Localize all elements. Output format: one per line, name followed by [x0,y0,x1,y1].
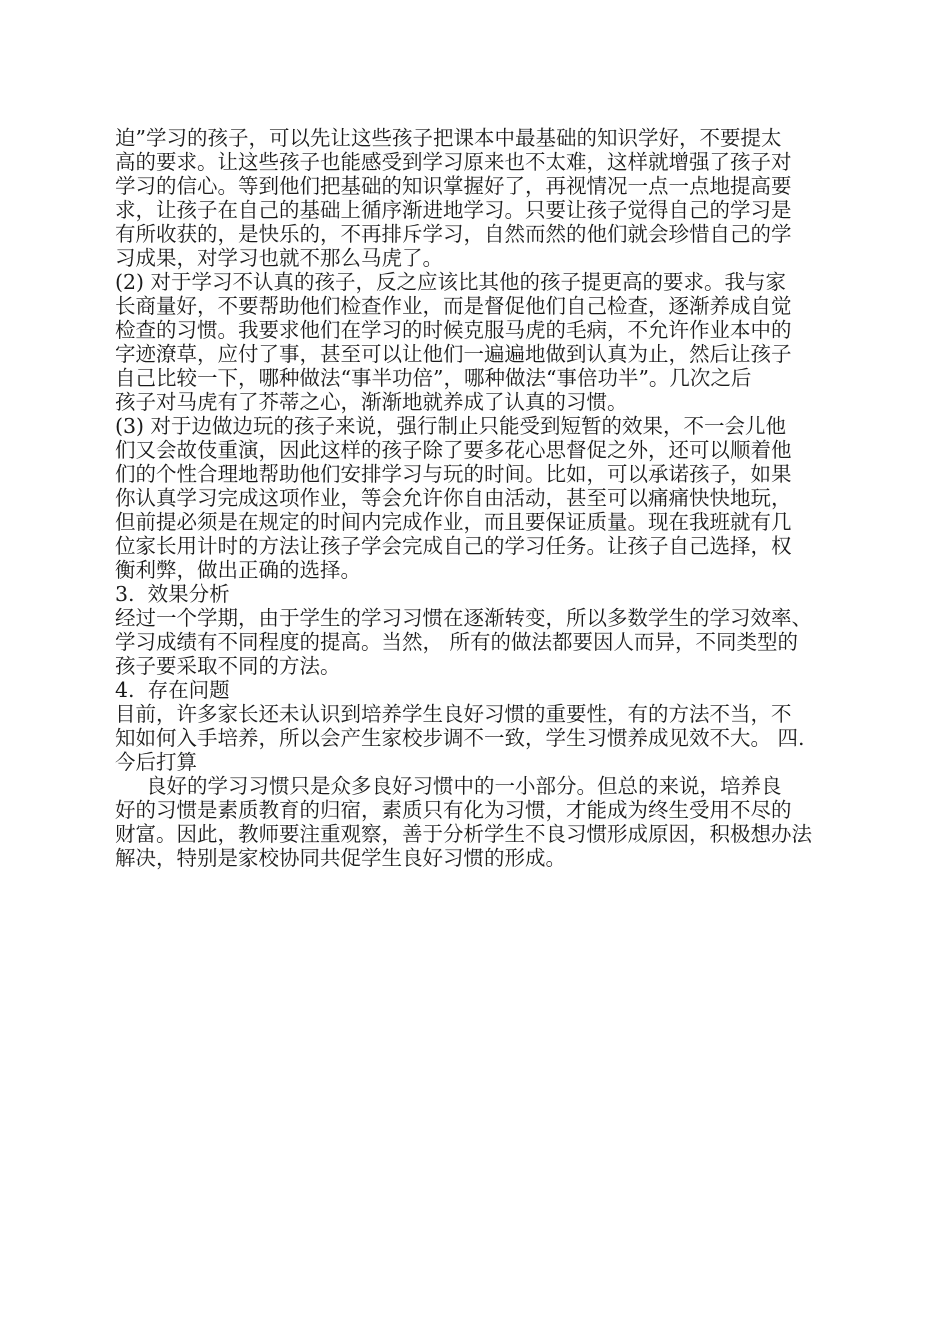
paragraph-effect [115,606,840,678]
text-line: 解决，特别是家校协同共促学生良好习惯的形成。 [115,846,566,870]
text-line: 自己比较一下，哪种做法“事半功倍”，哪种做法“事倍功半”。几次之后 [115,366,752,390]
paragraph-plan [115,774,840,870]
text-line: 长商量好，不要帮助他们检查作业，而是督促他们自己检查，逐渐养成自觉 [115,294,792,318]
text-line: 学习成绩有不同程度的提高。当然， 所有的做法都要因人而异，不同类型的 [115,630,799,654]
text-line: 有所收获的，是快乐的，不再排斥学习，自然而然的他们就会珍惜自己的学 [115,222,792,246]
text-line: 高的要求。让这些孩子也能感受到学习原来也不太难，这样就增强了孩子对 [115,150,792,174]
text-line: 但前提必须是在规定的时间内完成作业，而且要保证质量。现在我班就有几 [115,510,792,534]
text-line: (2) 对于学习不认真的孩子，反之应该比其他的孩子提更高的要求。我与家 [115,270,787,294]
section-heading-problem [115,678,840,702]
text-line: 们又会故伎重演，因此这样的孩子除了要多花心思督促之外，还可以顺着他 [115,438,792,462]
text-line: 字迹潦草，应付了事，甚至可以让他们一遍遍地做到认真为止，然后让孩子 [115,342,792,366]
text-line: 财富。因此，教师要注重观察，善于分析学生不良习惯形成原因，积极想办法 [115,822,812,846]
text-line: 经过一个学期，由于学生的学习习惯在逐渐转变，所以多数学生的学习效率、 [115,606,812,630]
paragraph-item-3 [115,414,840,582]
text-line: 目前，许多家长还未认识到培养学生良好习惯的重要性，有的方法不当，不 [115,702,792,726]
text-line: 求，让孩子在自己的基础上循序渐进地学习。只要让孩子觉得自己的学习是 [115,198,792,222]
document-page [115,126,840,870]
section-heading: 3. 效果分析 [115,582,230,606]
text-line: 衡利弊，做出正确的选择。 [115,558,361,582]
text-line: 习成果，对学习也就不那么马虎了。 [115,246,443,270]
text-line: 检查的习惯。我要求他们在学习的时候克服马虎的毛病，不允许作业本中的 [115,318,792,342]
text-line: 好的习惯是素质教育的归宿，素质只有化为习惯，才能成为终生受用不尽的 [115,798,792,822]
text-line: 们的个性合理地帮助他们安排学习与玩的时间。比如，可以承诺孩子，如果 [115,462,792,486]
text-line: (3) 对于边做边玩的孩子来说，强行制止只能受到短暂的效果，不一会儿他 [115,414,787,438]
text-line: 你认真学习完成这项作业，等会允许你自由活动，甚至可以痛痛快快地玩， [115,486,792,510]
text-line: 迫”学习的孩子，可以先让这些孩子把课本中最基础的知识学好，不要提太 [115,126,782,150]
text-line: 今后打算 [115,750,197,774]
paragraph-problem [115,702,840,774]
text-line: 位家长用计时的方法让孩子学会完成自己的学习任务。让孩子自己选择，权 [115,534,792,558]
section-heading-effect [115,582,840,606]
paragraph-continuation [115,126,840,270]
paragraph-item-2 [115,270,840,414]
text-line: 学习的信心。等到他们把基础的知识掌握好了，再视情况一点一点地提高要 [115,174,792,198]
text-line: 孩子对马虎有了芥蒂之心，渐渐地就养成了认真的习惯。 [115,390,628,414]
text-line: 孩子要采取不同的方法。 [115,654,341,678]
text-line: 知如何入手培养，所以会产生家校步调不一致，学生习惯养成见效不大。 四. [115,726,805,750]
section-heading: 4. 存在问题 [115,678,230,702]
text-line: 良好的学习习惯只是众多良好习惯中的一小部分。但总的来说，培养良 [146,774,782,798]
